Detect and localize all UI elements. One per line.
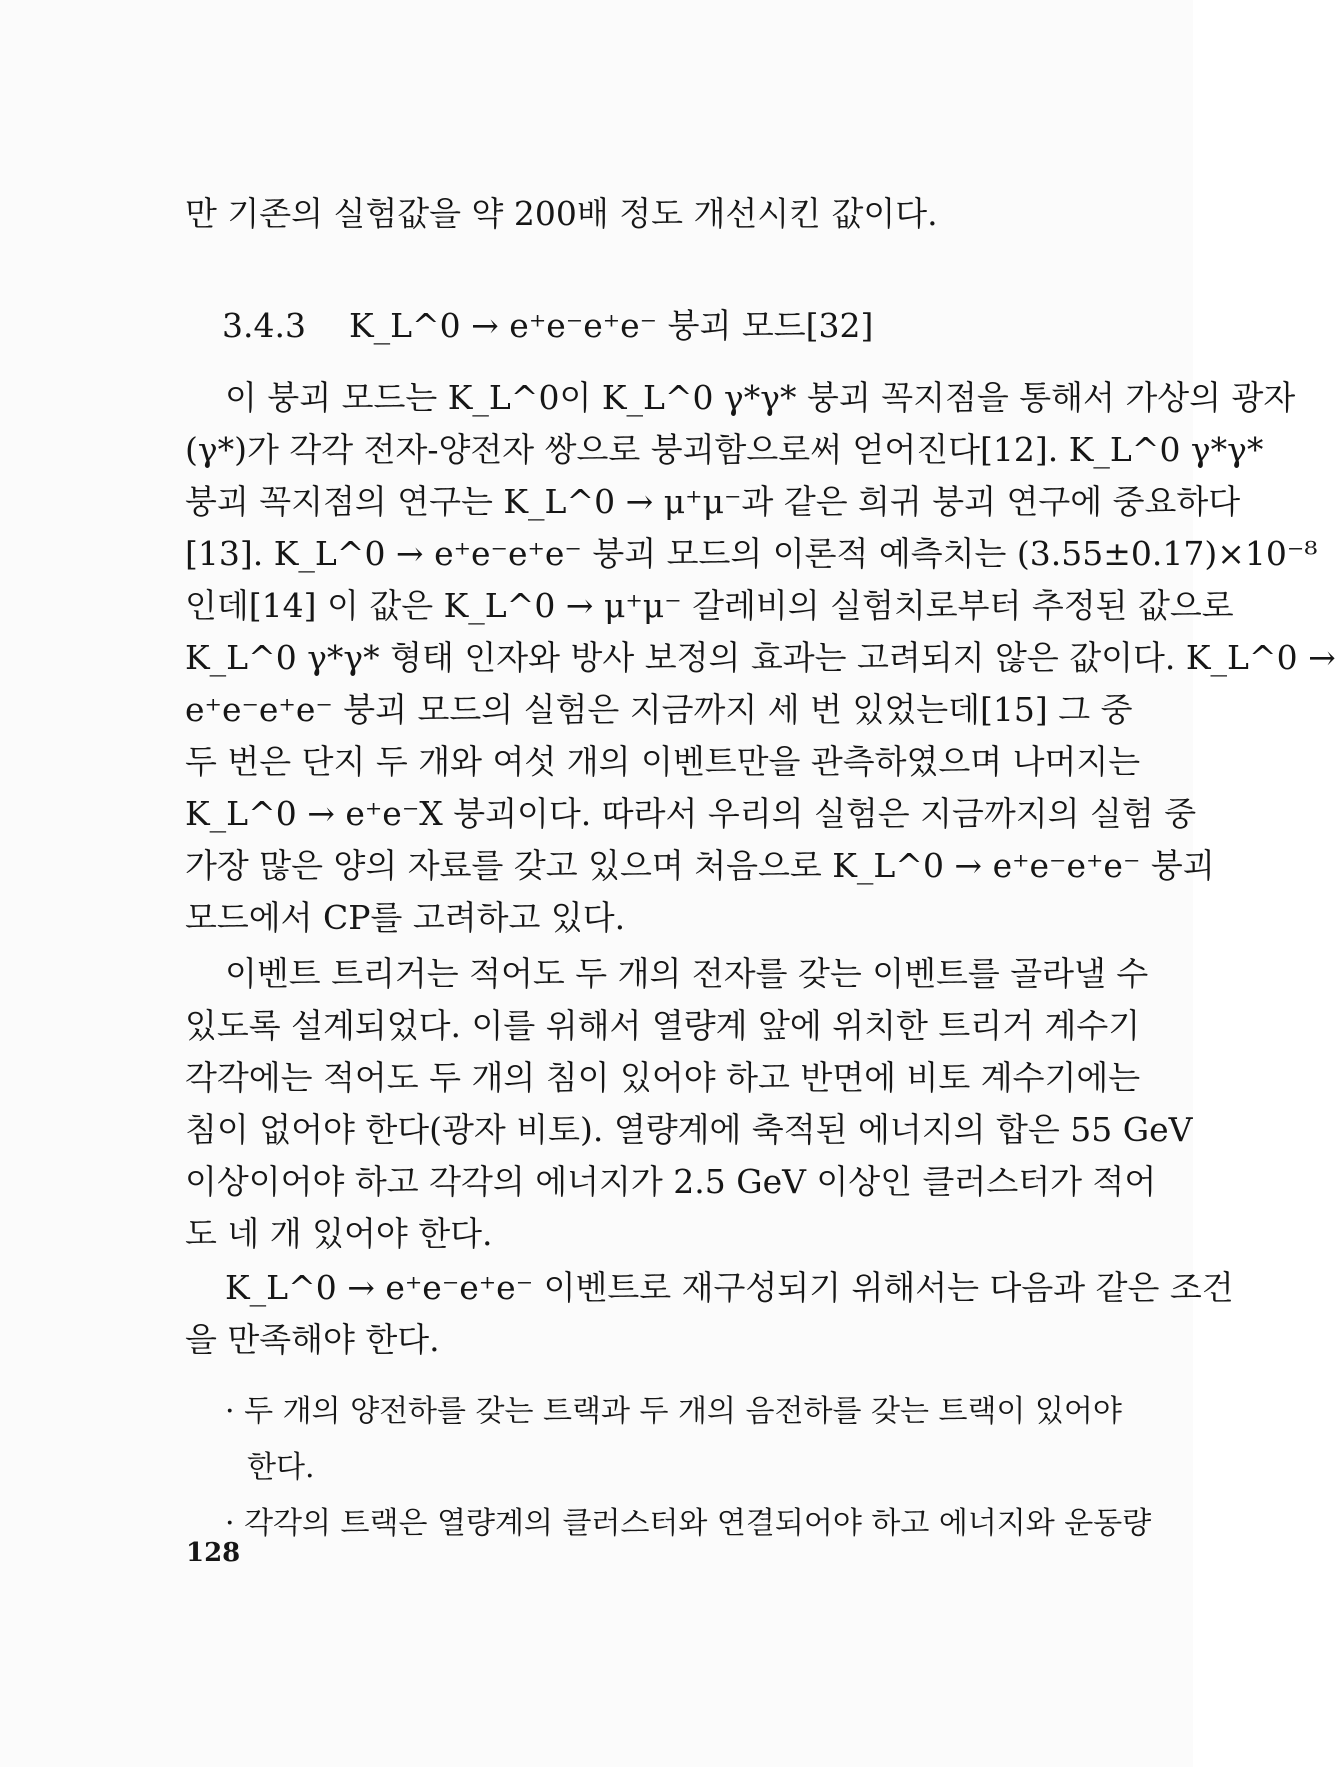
text-line: 붕괴 꼭지점의 연구는 K_L^0 → μ⁺μ⁻과 같은 희귀 붕괴 연구에 중요하다 [185, 482, 1241, 521]
text-line: 을 만족해야 한다. [185, 1320, 440, 1359]
text-line: e⁺e⁻e⁺e⁻ 붕괴 모드의 실험은 지금까지 세 번 있었는데[15] 그 중 [185, 690, 1133, 729]
text-line: 있도록 설계되었다. 이를 위해서 열량계 앞에 위치한 트리거 계수기 [185, 1006, 1141, 1045]
text-line: 각각에는 적어도 두 개의 침이 있어야 하고 반면에 비토 계수기에는 [185, 1058, 1141, 1097]
bullet-continuation: 한다. [247, 1450, 315, 1485]
section-heading [222, 300, 873, 347]
text-line: 인데[14] 이 값은 K_L^0 → μ⁺μ⁻ 갈레비의 실험치로부터 추정된 값으로 [185, 586, 1234, 625]
text-line: 이벤트 트리거는 적어도 두 개의 전자를 갖는 이벤트를 골라낼 수 [225, 954, 1149, 993]
text-line: (γ*)가 각각 전자-양전자 쌍으로 붕괴함으로써 얻어진다[12]. K_L^0 γ*γ* [185, 430, 1264, 469]
page-number: 128 [186, 1538, 241, 1568]
text-line: 도 네 개 있어야 한다. [185, 1214, 493, 1253]
condition-list [225, 1384, 1152, 1552]
text-line: K_L^0 γ*γ* 형태 인자와 방사 보정의 효과는 고려되지 않은 값이다. K_L^0 → [185, 638, 1336, 677]
paragraph-2 [185, 948, 1193, 1260]
paragraph-3 [185, 1262, 1234, 1366]
continued-text [185, 188, 1065, 240]
text-line: 가장 많은 양의 자료를 갖고 있으며 처음으로 K_L^0 → e⁺e⁻e⁺e⁻ 붕괴 [185, 846, 1215, 885]
text-line: K_L^0 → e⁺e⁻X 붕괴이다. 따라서 우리의 실험은 지금까지의 실험 중 [185, 794, 1197, 833]
text-line: 침이 없어야 한다(광자 비토). 열량계에 축적된 에너지의 합은 55 GeV [185, 1110, 1193, 1149]
section-title: K_L^0 → e⁺e⁻e⁺e⁻ 붕괴 모드[32] [348, 306, 874, 345]
text-line: [13]. K_L^0 → e⁺e⁻e⁺e⁻ 붕괴 모드의 이론적 예측치는 (3.55±0.17)×10⁻⁸ [185, 534, 1318, 573]
text-line: K_L^0 → e⁺e⁻e⁺e⁻ 이벤트로 재구성되기 위해서는 다음과 같은 조건 [225, 1268, 1234, 1307]
text-line: 만 기존의 실험값을 약 200배 정도 개선시킨 값이다. [185, 194, 938, 233]
section-number: 3.4.3 [222, 306, 306, 345]
bullet-item: · 두 개의 양전하를 갖는 트랙과 두 개의 음전하를 갖는 트랙이 있어야 [225, 1394, 1122, 1429]
text-line: 두 번은 단지 두 개와 여섯 개의 이벤트만을 관측하였으며 나머지는 [185, 742, 1141, 781]
text-line: 이상이어야 하고 각각의 에너지가 2.5 GeV 이상인 클러스터가 적어 [185, 1162, 1157, 1201]
text-line: 이 붕괴 모드는 K_L^0이 K_L^0 γ*γ* 붕괴 꼭지점을 통해서 가상의 광자 [225, 378, 1296, 417]
bullet-item: · 각각의 트랙은 열량계의 클러스터와 연결되어야 하고 에너지와 운동량 [225, 1506, 1152, 1541]
paragraph-1 [185, 372, 1336, 944]
text-line: 모드에서 CP를 고려하고 있다. [185, 898, 626, 937]
